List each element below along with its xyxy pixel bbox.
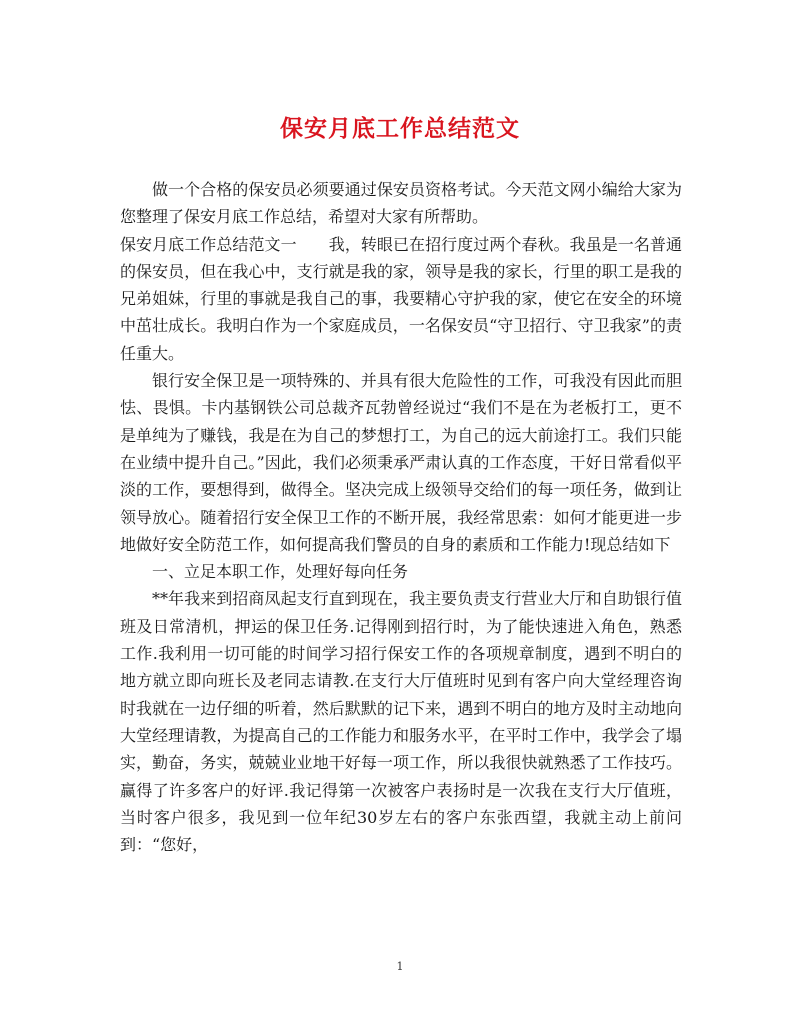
page-number: 1 bbox=[396, 960, 404, 973]
paragraph-duties: **年我来到招商凤起支行直到现在，我主要负责支行营业大厅和自助银行值班及日常清机，押运的保卫任务.记得刚到招行时，为了能快速进入角色，熟悉工作.我利用一切可能的时间学习招行保安工作的各项规章制度，遇到不明白的地方就立即向班长及老同志请教.在支行大厅值班时见到有客户向大堂经理咨询时我就在一边仔细的听着，然后默默的记下来，遇到不明白的地方及时主动地向大堂经理请教，为提高自己的工作能力和服务水平，在平时工作中，我学会了塌实，勤奋，务实，兢兢业业地干好每一项工作，所以我很快就熟悉了工作技巧。赢得了许多客户的好评.我记得第一次被客户表扬时是一次我在支行大厅值班，当时客户很多，我见到一位年纪30岁左右的客户东张西望，我就主动上前问到：“您好， bbox=[120, 589, 682, 855]
document-title: 保安月底工作总结范文 bbox=[280, 115, 520, 142]
document-body bbox=[120, 176, 682, 858]
paragraph-intro: 做一个合格的保安员必须要通过保安员资格考试。今天范文网小编给大家为您整理了保安月底工作总结，希望对大家有所帮助。 bbox=[120, 180, 682, 227]
paragraph-section-one: 保安月底工作总结范文一 我，转眼已在招行度过两个春秋。我虽是一名普通的保安员，但在我心中，支行就是我的家，领导是我的家长，行里的职工是我的兄弟姐妹，行里的事就是我自己的事，我要精心守护我的家，使它在安全的环境中茁壮成长。我明白作为一个家庭成员，一名保安员“守卫招行、守卫我家”的责任重大。 bbox=[120, 234, 682, 363]
paragraph-security-work: 银行安全保卫是一项特殊的、并具有很大危险性的工作，可我没有因此而胆怯、畏惧。卡内基钢铁公司总裁齐瓦勃曾经说过“我们不是在为老板打工，更不是单纯为了赚钱，我是在为自己的梦想打工，为自己的远大前途打工。我们只能在业绩中提升自己。”因此，我们必须秉承严肃认真的工作态度，干好日常看似平淡的工作，要想得到，做得全。坚决完成上级领导交给们的每一项任务，做到让领导放心。随着招行安全保卫工作的不断开展，我经常思索：如何才能更进一步地做好安全防范工作，如何提高我们警员的自身的素质和工作能力!现总结如下 bbox=[120, 371, 682, 554]
heading-section-one: 一、立足本职工作，处理好每向任务 bbox=[152, 562, 409, 582]
